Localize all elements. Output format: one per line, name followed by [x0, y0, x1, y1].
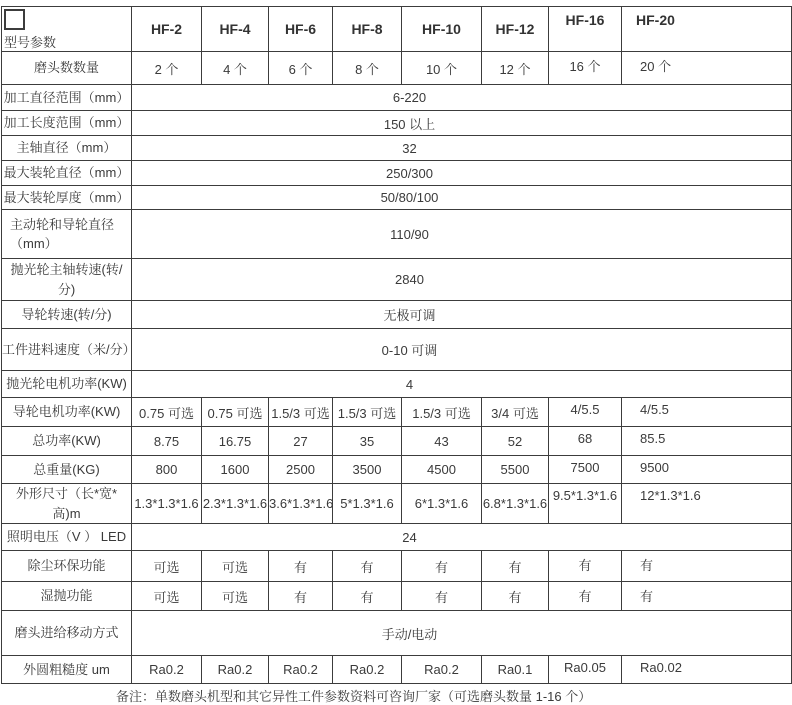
row-label: 主动轮和导轮直径（mm）: [2, 210, 132, 259]
row-label: 磨头进给移动方式: [2, 611, 132, 656]
model-header-hf-6: HF-6: [269, 7, 333, 52]
value-cell: 27: [269, 427, 333, 456]
table-row: [2, 611, 792, 656]
model-header-hf-10: HF-10: [402, 7, 482, 52]
row-label: 外圆粗糙度 um: [2, 656, 132, 684]
table-row: [2, 427, 792, 456]
merged-value-cell: 4: [132, 371, 792, 398]
value-cell: 有: [269, 582, 333, 611]
merged-value-cell: 32: [132, 136, 792, 161]
model-header-hf-16: HF-16: [549, 7, 622, 52]
value-cell: 35: [333, 427, 402, 456]
table-row: [2, 186, 792, 210]
value-cell: 0.75 可选: [132, 398, 202, 427]
table-row: [2, 398, 792, 427]
row-label: 主轴直径（mm）: [2, 136, 132, 161]
row-label: 磨头数数量: [2, 52, 132, 85]
value-cell: 4/5.5: [549, 398, 622, 427]
value-cell: 4/5.5: [622, 398, 792, 427]
value-cell: 9.5*1.3*1.6: [549, 484, 622, 524]
merged-value-cell: 0-10 可调: [132, 329, 792, 371]
model-header-hf-20: HF-20: [622, 7, 792, 52]
table-row: [2, 259, 792, 301]
table-row: [2, 111, 792, 136]
merged-value-cell: 无极可调: [132, 301, 792, 329]
footnote: 备注：单数磨头机型和其它异性工件参数资料可咨询厂家（可选磨头数量 1-16 个）: [116, 689, 592, 704]
value-cell: Ra0.05: [549, 656, 622, 684]
row-label: 抛光轮电机功率(KW): [2, 371, 132, 398]
row-label: 除尘环保功能: [2, 551, 132, 582]
value-cell: 3/4 可选: [482, 398, 549, 427]
value-cell: 有: [549, 582, 622, 611]
merged-value-cell: 250/300: [132, 161, 792, 186]
value-cell: 有: [333, 551, 402, 582]
image-placeholder-icon: [4, 9, 25, 30]
merged-value-cell: 50/80/100: [132, 186, 792, 210]
value-cell: 有: [402, 551, 482, 582]
table-row: [2, 329, 792, 371]
value-cell: Ra0.2: [202, 656, 269, 684]
model-header-hf-2: HF-2: [132, 7, 202, 52]
value-cell: 1.5/3 可选: [333, 398, 402, 427]
row-label: 总功率(KW): [2, 427, 132, 456]
value-cell: 4500: [402, 456, 482, 484]
row-label: 工件进料速度（米/分）: [2, 329, 132, 371]
row-label: 加工长度范围（mm）: [2, 111, 132, 136]
value-cell: 7500: [549, 456, 622, 484]
value-cell: 5500: [482, 456, 549, 484]
model-header-hf-8: HF-8: [333, 7, 402, 52]
value-cell: 6 个: [269, 52, 333, 85]
value-cell: 10 个: [402, 52, 482, 85]
value-cell: 2500: [269, 456, 333, 484]
corner-label: 型号参数: [4, 35, 57, 50]
value-cell: 可选: [132, 551, 202, 582]
value-cell: Ra0.02: [622, 656, 792, 684]
value-cell: 2 个: [132, 52, 202, 85]
value-cell: 1600: [202, 456, 269, 484]
table-row: [2, 371, 792, 398]
value-cell: 8 个: [333, 52, 402, 85]
merged-value-cell: 110/90: [132, 210, 792, 259]
merged-value-cell: 手动/电动: [132, 611, 792, 656]
value-cell: 4 个: [202, 52, 269, 85]
row-label: 总重量(KG): [2, 456, 132, 484]
value-cell: 20 个: [622, 52, 792, 85]
value-cell: 5*1.3*1.6: [333, 484, 402, 524]
row-label: 导轮转速(转/分): [2, 301, 132, 329]
model-header-hf-12: HF-12: [482, 7, 549, 52]
value-cell: 16 个: [549, 52, 622, 85]
table-row: [2, 210, 792, 259]
row-label: 加工直径范围（mm）: [2, 85, 132, 111]
value-cell: 2.3*1.3*1.6: [202, 484, 269, 524]
row-label: 照明电压（V ） LED: [2, 524, 132, 551]
value-cell: 6.8*1.3*1.6: [482, 484, 549, 524]
value-cell: 800: [132, 456, 202, 484]
value-cell: 可选: [132, 582, 202, 611]
value-cell: 3.6*1.3*1.6: [269, 484, 333, 524]
merged-value-cell: 2840: [132, 259, 792, 301]
value-cell: Ra0.2: [269, 656, 333, 684]
value-cell: 3500: [333, 456, 402, 484]
merged-value-cell: 150 以上: [132, 111, 792, 136]
value-cell: 可选: [202, 582, 269, 611]
spec-table: [1, 6, 792, 684]
value-cell: Ra0.1: [482, 656, 549, 684]
table-row: [2, 582, 792, 611]
header-row: [2, 7, 792, 52]
value-cell: 12*1.3*1.6: [622, 484, 792, 524]
value-cell: 有: [482, 551, 549, 582]
value-cell: 有: [333, 582, 402, 611]
table-row: [2, 551, 792, 582]
merged-value-cell: 6-220: [132, 85, 792, 111]
value-cell: 0.75 可选: [202, 398, 269, 427]
value-cell: 12 个: [482, 52, 549, 85]
value-cell: 有: [269, 551, 333, 582]
merged-value-cell: 24: [132, 524, 792, 551]
value-cell: 有: [622, 582, 792, 611]
table-row: [2, 301, 792, 329]
table-row: [2, 161, 792, 186]
value-cell: 有: [622, 551, 792, 582]
value-cell: 6*1.3*1.6: [402, 484, 482, 524]
table-row: [2, 52, 792, 85]
spec-sheet: [0, 6, 792, 705]
row-label: 最大装轮直径（mm）: [2, 161, 132, 186]
value-cell: 有: [482, 582, 549, 611]
value-cell: 68: [549, 427, 622, 456]
table-row: [2, 136, 792, 161]
value-cell: 8.75: [132, 427, 202, 456]
corner-cell: [2, 7, 132, 52]
value-cell: 可选: [202, 551, 269, 582]
value-cell: 有: [549, 551, 622, 582]
row-label: 外形尺寸（长*宽*高)m: [2, 484, 132, 524]
table-row: [2, 524, 792, 551]
value-cell: Ra0.2: [402, 656, 482, 684]
value-cell: 43: [402, 427, 482, 456]
value-cell: 85.5: [622, 427, 792, 456]
value-cell: Ra0.2: [132, 656, 202, 684]
value-cell: 有: [402, 582, 482, 611]
table-row: [2, 656, 792, 684]
table-row: [2, 85, 792, 111]
row-label: 抛光轮主轴转速(转/分): [2, 259, 132, 301]
model-header-hf-4: HF-4: [202, 7, 269, 52]
table-row: [2, 456, 792, 484]
table-row: [2, 484, 792, 524]
value-cell: 1.3*1.3*1.6: [132, 484, 202, 524]
value-cell: 16.75: [202, 427, 269, 456]
row-label: 最大装轮厚度（mm）: [2, 186, 132, 210]
value-cell: 9500: [622, 456, 792, 484]
value-cell: 52: [482, 427, 549, 456]
row-label: 湿抛功能: [2, 582, 132, 611]
row-label: 导轮电机功率(KW): [2, 398, 132, 427]
value-cell: 1.5/3 可选: [269, 398, 333, 427]
value-cell: Ra0.2: [333, 656, 402, 684]
value-cell: 1.5/3 可选: [402, 398, 482, 427]
